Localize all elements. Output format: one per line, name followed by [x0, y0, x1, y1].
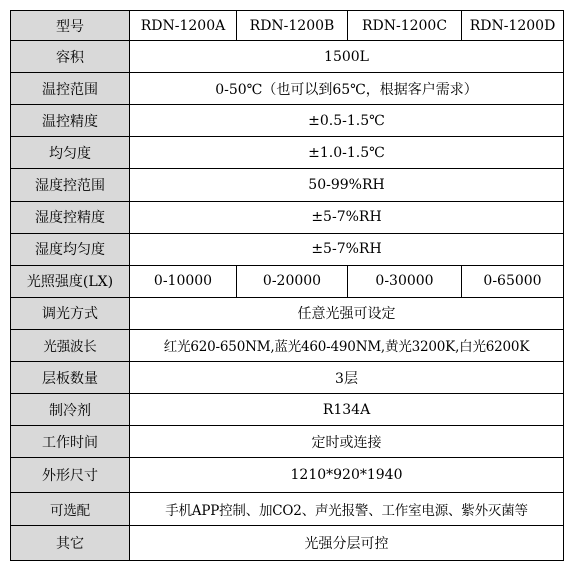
row-value: 光强分层可控	[130, 525, 564, 560]
row-value: 1210*920*1940	[130, 458, 564, 493]
light-value-cell: 0-20000	[237, 265, 348, 297]
row-label: 可选配	[11, 493, 130, 525]
row-label: 外形尺寸	[11, 458, 130, 493]
row-label: 湿度均匀度	[11, 233, 130, 265]
row-label: 制冷剂	[11, 394, 130, 426]
model-cell: RDN-1200B	[237, 11, 348, 41]
row-label: 温控范围	[11, 73, 130, 105]
row-label: 层板数量	[11, 361, 130, 393]
table-row-uniformity	[11, 137, 564, 169]
table-row-dimensions	[11, 458, 564, 493]
row-label: 型号	[11, 11, 130, 41]
model-cell: RDN-1200C	[348, 11, 462, 41]
row-label: 光强波长	[11, 329, 130, 361]
row-value: ±0.5-1.5℃	[130, 105, 564, 137]
row-value: 1500L	[130, 41, 564, 73]
row-value: 红光620-650NM,蓝光460-490NM,黄光3200K,白光6200K	[130, 329, 564, 361]
row-label: 工作时间	[11, 426, 130, 458]
table-row-other	[11, 525, 564, 560]
row-value: ±5-7%RH	[130, 201, 564, 233]
table-row-model	[11, 11, 564, 41]
table-row-volume	[11, 41, 564, 73]
row-label: 湿度控精度	[11, 201, 130, 233]
row-value: ±1.0-1.5℃	[130, 137, 564, 169]
table-row-light-intensity	[11, 265, 564, 297]
table-row-dimming-mode	[11, 297, 564, 329]
table-row-work-time	[11, 426, 564, 458]
light-value-cell: 0-10000	[130, 265, 237, 297]
row-value: ±5-7%RH	[130, 233, 564, 265]
table-row-humidity-uniformity	[11, 233, 564, 265]
spec-table	[10, 10, 564, 561]
table-row-wavelength	[11, 329, 564, 361]
row-value: 定时或连接	[130, 426, 564, 458]
table-row-refrigerant	[11, 394, 564, 426]
row-value: 3层	[130, 361, 564, 393]
row-label: 均匀度	[11, 137, 130, 169]
row-value: R134A	[130, 394, 564, 426]
light-value-cell: 0-65000	[462, 265, 564, 297]
row-value: 0-50℃（也可以到65℃，根据客户需求）	[130, 73, 564, 105]
row-label: 光照强度(LX)	[11, 265, 130, 297]
table-row-shelf-count	[11, 361, 564, 393]
table-row-temp-accuracy	[11, 105, 564, 137]
row-label: 温控精度	[11, 105, 130, 137]
row-label: 容积	[11, 41, 130, 73]
model-cell: RDN-1200A	[130, 11, 237, 41]
light-value-cell: 0-30000	[348, 265, 462, 297]
row-value: 手机APP控制、加CO2、声光报警、工作室电源、紫外灭菌等	[130, 493, 564, 525]
row-value: 任意光强可设定	[130, 297, 564, 329]
table-row-options	[11, 493, 564, 525]
table-row-humidity-range	[11, 169, 564, 201]
table-row-humidity-accuracy	[11, 201, 564, 233]
table-row-temp-range	[11, 73, 564, 105]
row-label: 其它	[11, 525, 130, 560]
row-label: 湿度控范围	[11, 169, 130, 201]
row-label: 调光方式	[11, 297, 130, 329]
row-value: 50-99%RH	[130, 169, 564, 201]
model-cell: RDN-1200D	[462, 11, 564, 41]
